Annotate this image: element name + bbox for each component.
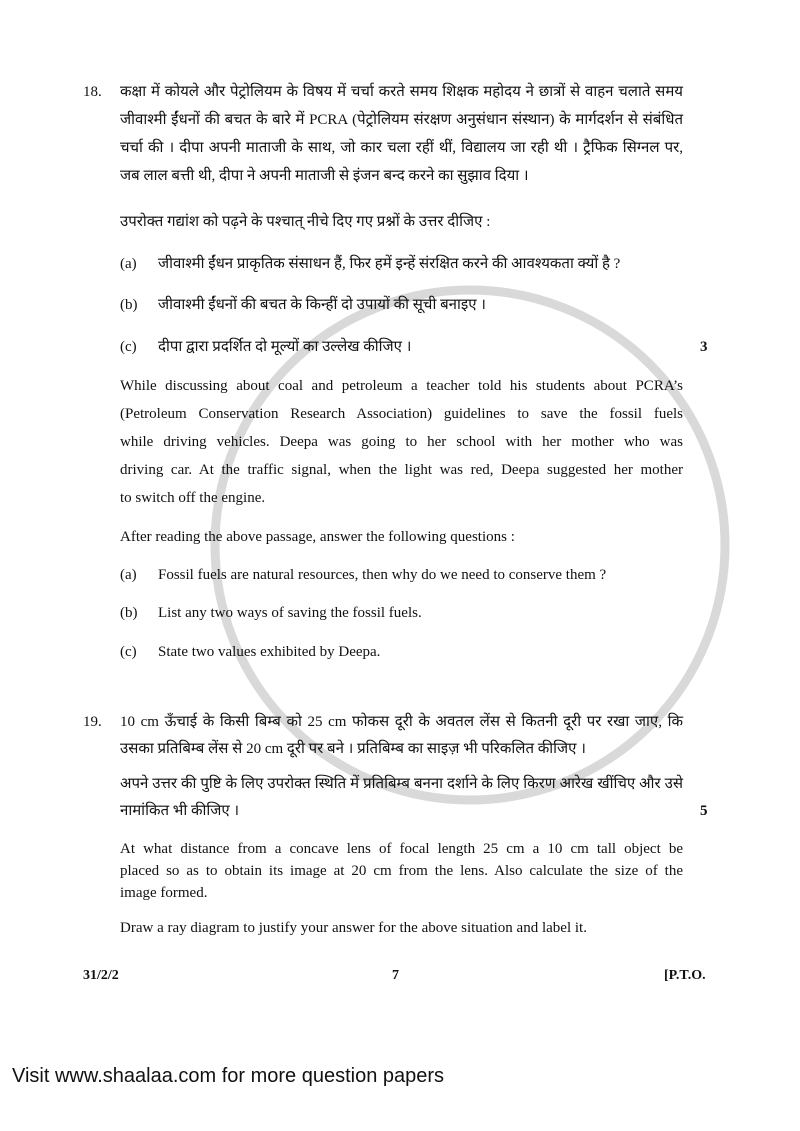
question-part [120,561,683,589]
page-footer [83,962,800,990]
question-text: जब लाल बत्ती थी, दीपा ने अपनी माताजी से इंजन बन्द करने का सुझाव दिया । [120,168,529,184]
question-part [120,250,683,278]
part-label: (b) [120,297,138,313]
part-label: (a) [120,256,137,272]
question-text: to switch off the engine. [120,490,266,506]
marks: 5 [700,803,708,819]
question-text: चर्चा की । दीपा अपनी माताजी के साथ, जो कार चला रहीं थीं, विद्यालय जा रही थी । ट्रैफिक सिग्नल पर, [120,140,683,156]
question-text: while driving vehicles. Deepa was going to her school with her mother who was [120,434,683,450]
question-text: उसका प्रतिबिम्ब लेंस से 20 cm दूरी पर बने । प्रतिबिम्ब का साइज़ भी परिकलित कीजिए । [120,741,586,757]
question-text: 10 cm ऊँचाई के किसी बिम्ब को 25 cm फोकस दूरी के अवतल लेंस से कितनी दूरी पर रखा जाए, कि [120,714,683,730]
part-label: (a) [120,567,137,583]
part-text: जीवाश्मी ईंधन प्राकृतिक संसाधन हैं, फिर हमें इन्हें संरक्षित करने की आवश्यकता क्यों है ? [158,256,621,272]
paper-code: 31/2/2 [83,968,119,983]
part-label: (c) [120,339,137,355]
question-text: At what distance from a concave lens of focal length 25 cm a 10 cm tall object be [120,841,683,857]
question-intro: After reading the above passage, answer the following questions : [120,529,515,545]
part-text: Fossil fuels are natural resources, then why do we need to conserve them ? [158,567,607,583]
pto-label: [P.T.O. [664,968,706,983]
part-text: State two values exhibited by Deepa. [158,644,381,660]
question-part [120,638,683,666]
part-label: (b) [120,605,138,621]
question-text: While discussing about coal and petroleum a teacher told his students about PCRA’s [120,378,683,394]
question-text: नामांकित भी कीजिए । [120,803,240,819]
question-text: अपने उत्तर की पुष्टि के लिए उपरोक्त स्थिति में प्रतिबिम्ब बनना दर्शाने के लिए किरण आरेख खींचिए और उसे [120,776,683,792]
page-number: 7 [392,968,399,983]
question-text: कक्षा में कोयले और पेट्रोलियम के विषय में चर्चा करते समय शिक्षक महोदय ने छात्रों से वाहन चलाते समय [120,84,683,100]
question-text: image formed. [120,885,208,901]
question-text: जीवाश्मी ईंधनों की बचत के बारे में PCRA (पेट्रोलियम संरक्षण अनुसंधान संस्थान) के मार्गदर्शन से संबंधित [120,112,683,128]
question-text: driving car. At the traffic signal, when the light was red, Deepa suggested her mother [120,462,683,478]
part-text: जीवाश्मी ईंधनों की बचत के किन्हीं दो उपायों की सूची बनाइए । [158,297,486,313]
question-text: placed so as to obtain its image at 20 cm from the lens. Also calculate the size of the [120,863,683,879]
question-number: 18. [83,84,102,100]
question-intro: उपरोक्त गद्यांश को पढ़ने के पश्चात् नीचे दिए गए प्रश्नों के उत्तर दीजिए : [120,214,491,230]
part-label: (c) [120,644,137,660]
question-part [120,291,683,319]
part-text: List any two ways of saving the fossil fuels. [158,605,422,621]
question-part [120,333,708,361]
question-19 [83,709,800,939]
marks: 3 [700,339,708,355]
question-text-row [120,798,708,825]
question-18 [83,78,800,666]
question-part [120,599,683,627]
question-text: (Petroleum Conservation Research Association) guidelines to save the fossil fuels [120,406,683,422]
question-number: 19. [83,714,102,730]
part-text: दीपा द्वारा प्रदर्शित दो मूल्यों का उल्लेख कीजिए । [158,339,412,355]
promo-banner[interactable]: Visit www.shaalaa.com for more question papers [12,1065,445,1087]
question-text: Draw a ray diagram to justify your answer for the above situation and label it. [120,920,587,936]
